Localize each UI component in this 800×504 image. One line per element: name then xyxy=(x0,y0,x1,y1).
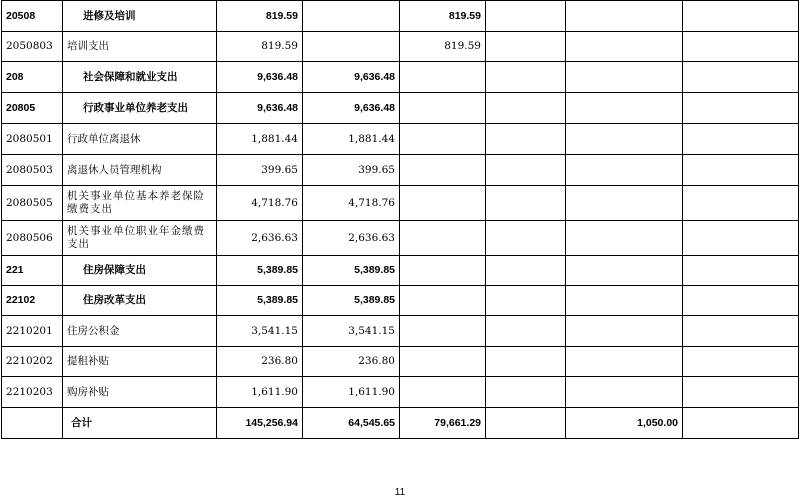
cell-name: 机关事业单位职业年金缴费支出 xyxy=(63,221,217,256)
table-total-row xyxy=(2,408,799,439)
cell-code: 2080505 xyxy=(2,186,63,221)
table-row xyxy=(2,256,799,286)
cell-basic: 64,545.65 xyxy=(303,408,400,439)
cell-project xyxy=(400,124,486,155)
cell-total: 9,636.48 xyxy=(217,93,303,124)
cell-project xyxy=(400,377,486,408)
cell-total: 9,636.48 xyxy=(217,62,303,93)
cell-total: 3,541.15 xyxy=(217,316,303,347)
table-row xyxy=(2,124,799,155)
table-body xyxy=(2,1,799,439)
cell-total: 819.59 xyxy=(217,32,303,62)
cell-col6 xyxy=(683,32,799,62)
cell-col6 xyxy=(683,124,799,155)
cell-basic: 9,636.48 xyxy=(303,93,400,124)
cell-col5 xyxy=(566,377,683,408)
cell-total: 2,636.63 xyxy=(217,221,303,256)
cell-name: 行政单位离退休 xyxy=(63,124,217,155)
cell-col5: 1,050.00 xyxy=(566,408,683,439)
page-number: 11 xyxy=(394,487,406,498)
cell-col4 xyxy=(486,186,566,221)
cell-basic: 236.80 xyxy=(303,347,400,377)
cell-code: 2080501 xyxy=(2,124,63,155)
cell-basic xyxy=(303,32,400,62)
cell-total: 236.80 xyxy=(217,347,303,377)
cell-project xyxy=(400,347,486,377)
cell-code: 20508 xyxy=(2,1,63,32)
cell-col6 xyxy=(683,1,799,32)
cell-project: 819.59 xyxy=(400,32,486,62)
cell-project xyxy=(400,316,486,347)
cell-col4 xyxy=(486,347,566,377)
cell-col4 xyxy=(486,1,566,32)
cell-col4 xyxy=(486,408,566,439)
cell-project xyxy=(400,286,486,316)
cell-total: 5,389.85 xyxy=(217,256,303,286)
cell-col6 xyxy=(683,186,799,221)
cell-col4 xyxy=(486,155,566,186)
cell-name: 住房保障支出 xyxy=(63,256,217,286)
cell-col4 xyxy=(486,93,566,124)
cell-code: 2210203 xyxy=(2,377,63,408)
cell-col5 xyxy=(566,124,683,155)
table-row xyxy=(2,93,799,124)
cell-col5 xyxy=(566,93,683,124)
cell-basic: 1,881.44 xyxy=(303,124,400,155)
cell-project: 79,661.29 xyxy=(400,408,486,439)
cell-col6 xyxy=(683,221,799,256)
cell-col5 xyxy=(566,347,683,377)
cell-total: 5,389.85 xyxy=(217,286,303,316)
cell-total: 399.65 xyxy=(217,155,303,186)
cell-code: 2210201 xyxy=(2,316,63,347)
cell-col4 xyxy=(486,316,566,347)
cell-basic: 5,389.85 xyxy=(303,256,400,286)
cell-col4 xyxy=(486,221,566,256)
cell-project: 819.59 xyxy=(400,1,486,32)
cell-name: 住房改革支出 xyxy=(63,286,217,316)
table-row xyxy=(2,186,799,221)
table-row xyxy=(2,286,799,316)
cell-col5 xyxy=(566,286,683,316)
cell-code: 2050803 xyxy=(2,32,63,62)
cell-code xyxy=(2,408,63,439)
cell-col5 xyxy=(566,1,683,32)
cell-code: 208 xyxy=(2,62,63,93)
cell-col5 xyxy=(566,221,683,256)
cell-project xyxy=(400,221,486,256)
cell-col4 xyxy=(486,124,566,155)
table-row xyxy=(2,62,799,93)
cell-project xyxy=(400,93,486,124)
table-row xyxy=(2,347,799,377)
cell-col4 xyxy=(486,286,566,316)
cell-col5 xyxy=(566,32,683,62)
cell-total: 4,718.76 xyxy=(217,186,303,221)
cell-project xyxy=(400,186,486,221)
cell-col4 xyxy=(486,377,566,408)
cell-code: 20805 xyxy=(2,93,63,124)
cell-col6 xyxy=(683,93,799,124)
cell-name: 社会保障和就业支出 xyxy=(63,62,217,93)
cell-col6 xyxy=(683,62,799,93)
cell-col5 xyxy=(566,316,683,347)
cell-name: 购房补贴 xyxy=(63,377,217,408)
table-row xyxy=(2,316,799,347)
cell-basic: 1,611.90 xyxy=(303,377,400,408)
cell-col6 xyxy=(683,377,799,408)
cell-project xyxy=(400,155,486,186)
cell-col6 xyxy=(683,408,799,439)
table-row xyxy=(2,377,799,408)
budget-table xyxy=(1,0,799,439)
cell-total: 145,256.94 xyxy=(217,408,303,439)
table-row xyxy=(2,221,799,256)
cell-col6 xyxy=(683,347,799,377)
cell-name: 住房公积金 xyxy=(63,316,217,347)
cell-code: 2080503 xyxy=(2,155,63,186)
cell-col5 xyxy=(566,155,683,186)
cell-project xyxy=(400,256,486,286)
cell-project xyxy=(400,62,486,93)
table-row xyxy=(2,155,799,186)
cell-name: 离退休人员管理机构 xyxy=(63,155,217,186)
cell-col6 xyxy=(683,256,799,286)
cell-code: 221 xyxy=(2,256,63,286)
table-row xyxy=(2,1,799,32)
cell-col5 xyxy=(566,62,683,93)
cell-total: 819.59 xyxy=(217,1,303,32)
cell-name: 培训支出 xyxy=(63,32,217,62)
cell-code: 2210202 xyxy=(2,347,63,377)
cell-col4 xyxy=(486,32,566,62)
cell-name: 行政事业单位养老支出 xyxy=(63,93,217,124)
cell-col6 xyxy=(683,316,799,347)
cell-col4 xyxy=(486,62,566,93)
cell-basic: 5,389.85 xyxy=(303,286,400,316)
cell-col5 xyxy=(566,186,683,221)
cell-basic: 399.65 xyxy=(303,155,400,186)
cell-name: 进修及培训 xyxy=(63,1,217,32)
cell-basic: 3,541.15 xyxy=(303,316,400,347)
cell-total: 1,611.90 xyxy=(217,377,303,408)
cell-col6 xyxy=(683,286,799,316)
cell-col5 xyxy=(566,256,683,286)
table-row xyxy=(2,32,799,62)
cell-basic xyxy=(303,1,400,32)
cell-name: 合计 xyxy=(63,408,217,439)
cell-col4 xyxy=(486,256,566,286)
cell-basic: 2,636.63 xyxy=(303,221,400,256)
cell-basic: 4,718.76 xyxy=(303,186,400,221)
cell-code: 2080506 xyxy=(2,221,63,256)
cell-name: 机关事业单位基本养老保险缴费支出 xyxy=(63,186,217,221)
cell-col6 xyxy=(683,155,799,186)
cell-code: 22102 xyxy=(2,286,63,316)
cell-basic: 9,636.48 xyxy=(303,62,400,93)
cell-name: 提租补贴 xyxy=(63,347,217,377)
cell-total: 1,881.44 xyxy=(217,124,303,155)
